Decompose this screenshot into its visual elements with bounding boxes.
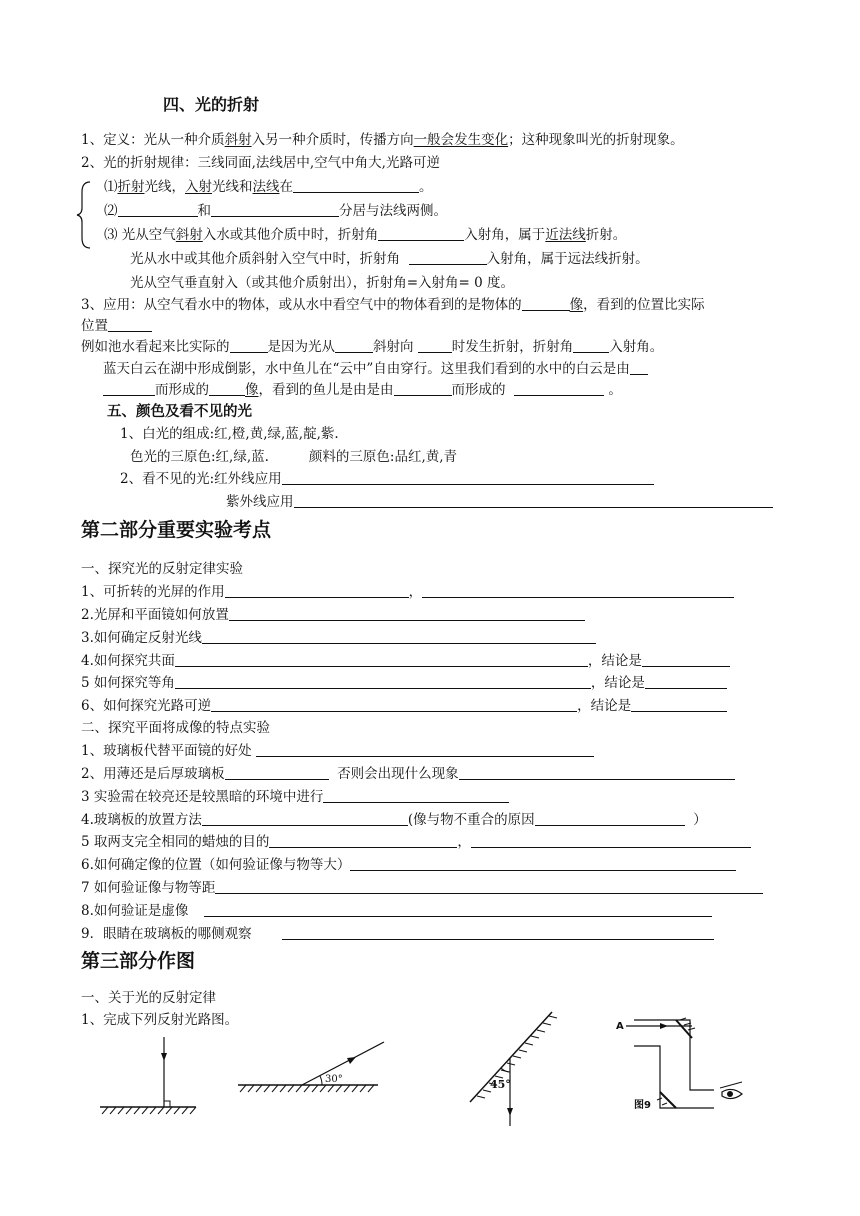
exp2-q1: 1、玻璃板代替平面镜的好处	[81, 742, 594, 760]
angle-label-45: 45°	[490, 1078, 511, 1091]
blank[interactable]	[514, 381, 604, 396]
blank[interactable]	[269, 833, 457, 848]
pool-example: 例如池水看起来比实际的 是因为光从 斜射向 时发生折射，折射角 入射角。	[81, 339, 664, 355]
blank[interactable]	[294, 493, 773, 508]
blank[interactable]	[522, 296, 570, 311]
drawing-section-1: 一、关于光的反射定律	[81, 990, 216, 1006]
blank[interactable]	[350, 856, 736, 871]
label-a: A	[616, 1021, 624, 1032]
blank[interactable]	[202, 811, 408, 826]
figure-caption: 图9	[634, 1100, 651, 1111]
blank[interactable]	[256, 742, 594, 757]
blank[interactable]	[409, 250, 487, 265]
curly-brace	[76, 180, 96, 250]
infrared: 2、看不见的光:红外线应用	[120, 470, 654, 488]
blank[interactable]	[335, 338, 373, 353]
blank[interactable]	[418, 338, 452, 353]
blank[interactable]	[175, 652, 588, 667]
exp2-q7: 7 如何验证像与物等距	[81, 879, 763, 897]
blank[interactable]	[108, 317, 152, 332]
refraction-law: 2、光的折射规律：三线同面,法线居中,空气中角大,光路可逆	[81, 155, 440, 171]
section-title-refraction: 四、光的折射	[163, 95, 260, 114]
blank[interactable]	[118, 202, 198, 217]
blank[interactable]	[573, 338, 609, 353]
exp2-q6: 6.如何确定像的位置（如何验证像与物等大）	[81, 856, 736, 874]
cloud-example-cont: 而形成的 像，看到的鱼儿是由是由 而形成的 。	[103, 381, 622, 399]
primary-colors: 色光的三原色:红,绿,蓝. 颜料的三原色:品红,黄,青	[130, 449, 458, 465]
blank[interactable]	[229, 606, 585, 621]
exp2-q4: 4.玻璃板的放置方法 (像与物不重合的原因 ）	[81, 812, 707, 828]
refraction-definition: 1、定义：光从一种介质斜射入另一种介质时，传播方向一般会发生变化；这种现象叫光的折射现象。	[81, 132, 684, 148]
rule-4: 光从水中或其他介质斜射入空气中时，折射角 入射角，属于远法线折射。	[130, 251, 649, 267]
exp1-q1: 1、可折转的光屏的作用 ，	[81, 583, 734, 601]
blank[interactable]	[471, 833, 751, 848]
rule-5: 光从空气垂直射入（或其他介质射出），折射角=入射角= 0 度。	[130, 275, 515, 291]
blank[interactable]	[211, 202, 339, 217]
blank[interactable]	[209, 381, 245, 396]
ultraviolet: 紫外线应用	[226, 493, 773, 511]
exp1-q4: 4.如何探究共面 ，结论是	[81, 652, 730, 670]
blank[interactable]	[282, 470, 654, 485]
exp1-q2: 2.光屏和平面镜如何放置	[81, 606, 585, 624]
blank[interactable]	[211, 697, 577, 712]
angle-label-30: 30°	[325, 1074, 343, 1085]
exp2-title: 二、探究平面将成像的特点实验	[81, 720, 270, 736]
blank[interactable]	[175, 674, 591, 689]
part2-title: 第二部分重要实验考点	[81, 519, 272, 541]
exp1-q3: 3.如何确定反射光线	[81, 629, 596, 647]
cloud-example: 蓝天白云在湖中形成倒影，水中鱼儿在“云中”自由穿行。这里我们看到的水中的白云是由	[103, 360, 648, 378]
rule-2: ⑵ 和 分居与法线两侧。	[104, 203, 447, 219]
rule-3: ⑶ 光从空气斜射入水或其他介质中时，折射角 入射角，属于近法线折射。	[104, 227, 627, 243]
exp2-q9: 9．眼睛在玻璃板的哪侧观察	[81, 925, 714, 943]
exp2-q8: 8.如何验证是虚像	[81, 902, 712, 920]
rule-1: ⑴折射光线，入射光线和法线在 。	[104, 179, 433, 195]
blank[interactable]	[645, 674, 727, 689]
exp1-q5: 5 如何探究等角 ，结论是	[81, 674, 727, 692]
blank[interactable]	[394, 381, 452, 396]
blank[interactable]	[378, 226, 464, 241]
blank[interactable]	[459, 765, 735, 780]
blank[interactable]	[631, 697, 727, 712]
exp2-q2: 2、用薄还是后厚玻璃板 否则会出现什么现象	[81, 765, 735, 783]
figure-1-vertical-incidence[interactable]	[98, 1035, 198, 1115]
section-title-color: 五、颜色及看不见的光	[107, 404, 252, 420]
blank[interactable]	[202, 629, 596, 644]
blank[interactable]	[630, 360, 648, 375]
blank[interactable]	[293, 178, 419, 193]
figure-4-periscope[interactable]	[612, 1012, 762, 1112]
blank[interactable]	[225, 583, 409, 598]
eye-icon	[720, 1082, 742, 1099]
drawing-question-1: 1、完成下列反射光路图。	[81, 1012, 239, 1028]
blank[interactable]	[422, 583, 734, 598]
blank[interactable]	[103, 381, 155, 396]
blank[interactable]	[230, 338, 268, 353]
exp1-q6: 6、如何探究光路可逆 ，结论是	[81, 697, 727, 715]
blank[interactable]	[323, 788, 509, 803]
figure-2-30-degree[interactable]	[236, 1040, 386, 1095]
application-cont: 位置	[81, 317, 152, 335]
blank[interactable]	[642, 652, 730, 667]
exp2-q5: 5 取两支完全相同的蜡烛的目的 ，	[81, 833, 751, 851]
application: 3、应用：从空气看水中的物体，或从水中看空气中的物体看到的是物体的 像，看到的位置比实际	[81, 297, 705, 313]
blank[interactable]	[215, 879, 763, 894]
blank[interactable]	[535, 811, 685, 826]
white-light: 1、白光的组成:红,橙,黄,绿,蓝,靛,紫.	[120, 426, 339, 442]
figure-3-45-degree[interactable]	[462, 1008, 572, 1128]
exp2-q3: 3 实验需在较亮还是较黑暗的环境中进行	[81, 788, 509, 806]
blank[interactable]	[282, 925, 714, 940]
blank[interactable]	[225, 765, 329, 780]
exp1-title: 一、探究光的反射定律实验	[81, 561, 243, 577]
blank[interactable]	[204, 902, 712, 917]
part3-title: 第三部分作图	[81, 950, 196, 972]
